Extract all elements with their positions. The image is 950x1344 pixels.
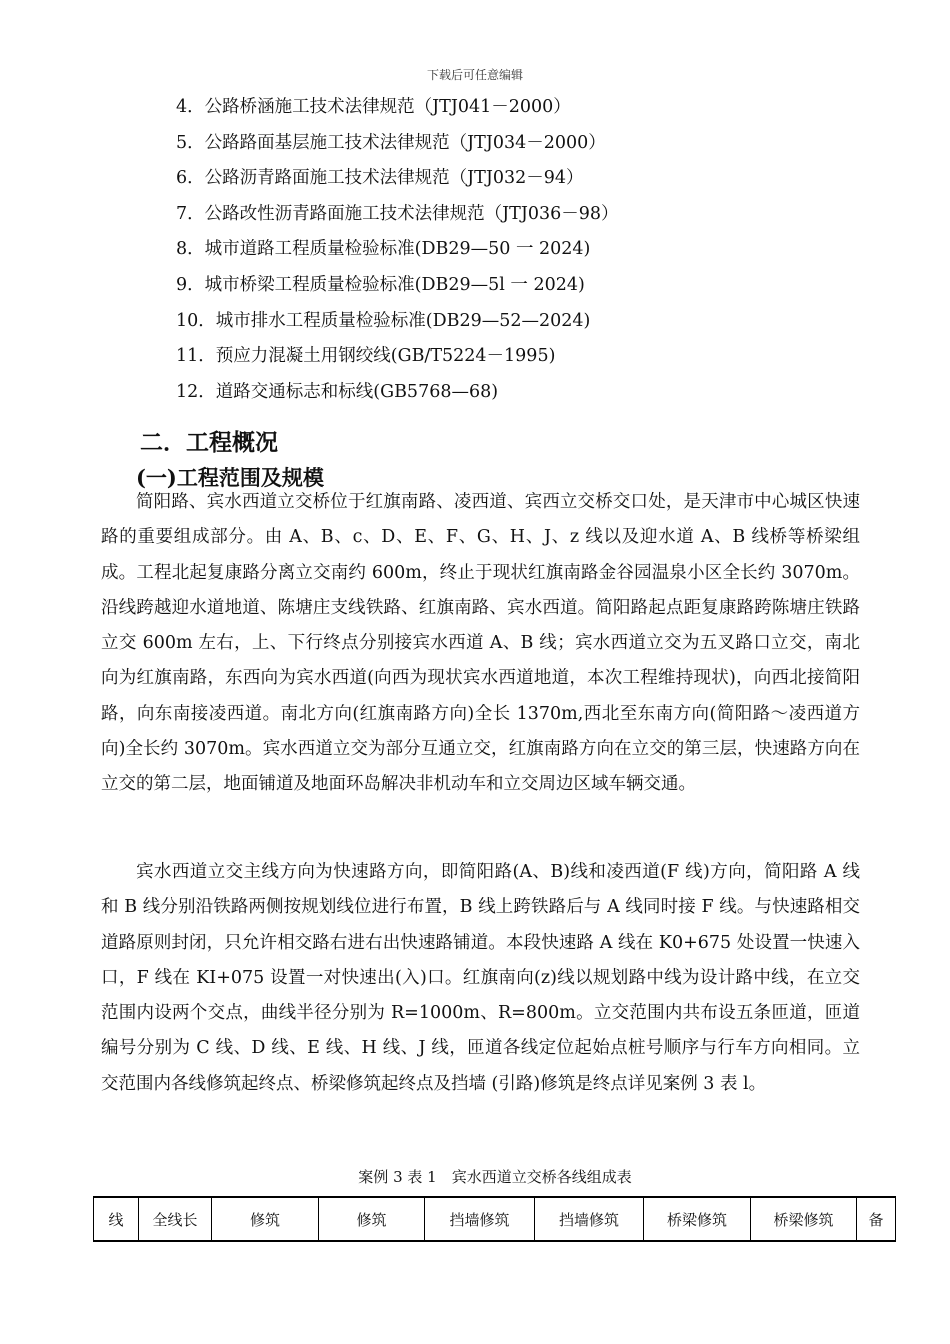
table-caption: 案例 3 表 1 宾水西道立交桥各线组成表 <box>358 1168 632 1186</box>
table-header-cell: 修筑 <box>212 1197 319 1241</box>
body-paragraph-2: 宾水西道立交主线方向为快速路方向，即简阳路(A、B)线和凌西道(F 线)方向，简阳路 A 线和 B 线分别沿铁路两侧按规划线位进行布置，B 线上跨铁路后与 A 线同时接 F 线。与快速路相交道路原则封闭，只允许相交路右进右出快速路铺道。本段快速路 A 线在 K0+675 处设置一快速入口，F 线在 KI+075 设置一对快速出(入)口。红旗南向(z)线以规划路中线为设计路中线，在立交范围内设两个交点，曲线半径分别为 R=1000m、R=800m。立交范围内共布设五条匝道，匝道编号分别为 C 线、D 线、E 线、H 线、J 线，匝道各线定位起始点桩号顺序与行车方向相同。立交范围内各线修筑起终点、桥梁修筑起终点及挡墙 (引路)修筑是终点详见案例 3 表 l。 <box>101 862 860 1094</box>
table-header-row <box>94 1197 896 1241</box>
list-item: 11．预应力混凝土用钢绞线(GB/T5224－1995) <box>176 346 556 367</box>
list-item: 7．公路改性沥青路面施工技术法律规范（JTJ036－98） <box>176 203 619 224</box>
list-item: 8．城市道路工程质量检验标准(DB29—50 一 2024) <box>176 239 591 260</box>
table-header-cell: 挡墙修筑 <box>535 1197 644 1241</box>
reference-list <box>176 92 619 412</box>
table-header-cell: 桥梁修筑 <box>644 1197 751 1241</box>
list-item: 10．城市排水工程质量检验标准(DB29—52—2024) <box>176 310 591 331</box>
table-header-cell: 桥梁修筑 <box>751 1197 857 1241</box>
table-header-cell: 挡墙修筑 <box>425 1197 535 1241</box>
list-item: 12．道路交通标志和标线(GB5768—68) <box>176 381 499 402</box>
list-item: 4．公路桥涵施工技术法律规范（JTJ041－2000） <box>176 97 571 117</box>
list-item: 5．公路路面基层施工技术法律规范（JTJ034－2000） <box>176 132 606 153</box>
table-header-cell: 修筑 <box>319 1197 425 1241</box>
table-header-cell: 全线长 <box>139 1197 212 1241</box>
table-header-cell: 备 <box>857 1197 896 1241</box>
subsection-heading: (一)工程范围及规模 <box>136 465 324 490</box>
page-header: 下载后可任意编辑 <box>426 68 523 82</box>
list-item: 9．城市桥梁工程质量检验标准(DB29—5l 一 2024) <box>176 274 585 295</box>
body-paragraph-1: 简阳路、宾水西道立交桥位于红旗南路、凌西道、宾西立交桥交口处，是天津市中心城区快速路的重要组成部分。由 A、B、c、D、E、F、G、H、J、z 线以及迎水道 A、B 线桥等桥梁组成。工程北起复康路分离立交南约 600m，终止于现状红旗南路金谷园温泉小区全长约 3070m。沿线跨越迎水道地道、陈塘庄支线铁路、红旗南路、宾水西道。简阳路起点距复康路跨陈塘庄铁路立交 600m 左右，上、下行终点分别接宾水西道 A、B 线；宾水西道立交为五叉路口立交，南北向为红旗南路，东西向为宾水西道(向西为现状宾水西道地道，本次工程维持现状)，向西北接简阳路，向东南接凌西道。南北方向(红旗南路方向)全长 1370m,西北至东南方向(简阳路～凌西道方向)全长约 3070m。宾水西道立交为部分互通立交，红旗南路方向在立交的第三层，快速路方向在立交的第二层，地面铺道及地面环岛解决非机动车和立交周边区域车辆交通。 <box>101 492 860 795</box>
list-item: 6．公路沥青路面施工技术法律规范（JTJ032－94） <box>176 168 584 189</box>
table-header-cell: 线 <box>94 1197 139 1241</box>
section-heading: 二．工程概况 <box>140 429 278 456</box>
composition-table <box>93 1196 896 1242</box>
